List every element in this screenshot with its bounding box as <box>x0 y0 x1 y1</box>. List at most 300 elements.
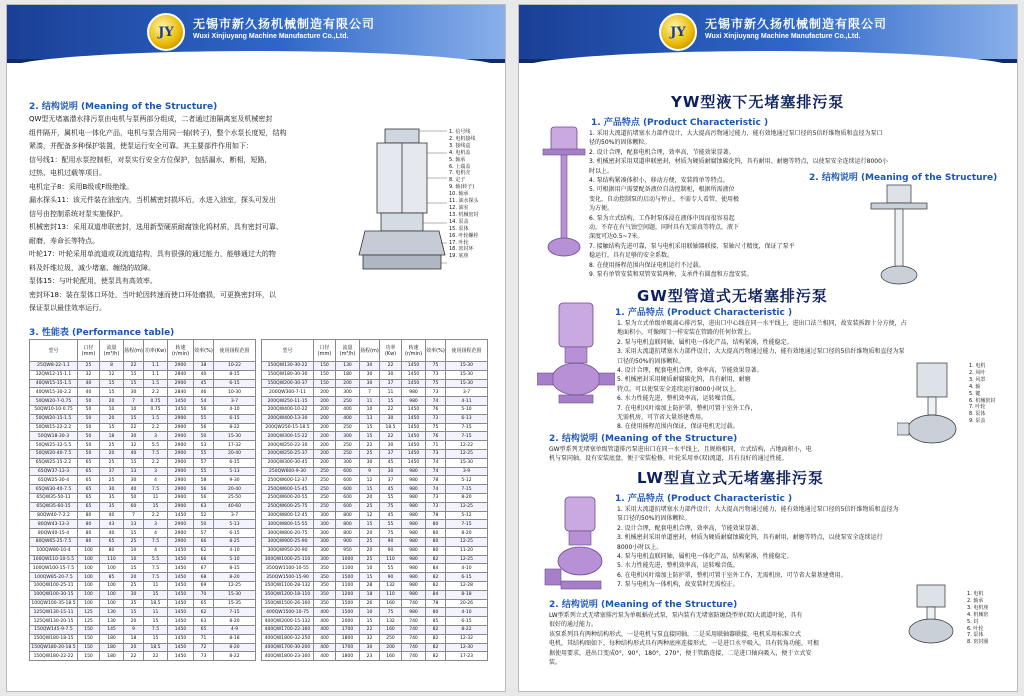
table-row <box>262 388 488 397</box>
table-cell: 4 <box>144 546 168 555</box>
table-cell: 15-30 <box>214 590 256 599</box>
table-row <box>262 449 488 458</box>
table-cell: 8-20 <box>446 529 488 538</box>
table-cell: 73 <box>426 388 446 397</box>
table-row <box>30 581 256 590</box>
table-row <box>262 423 488 432</box>
table-cell: 2900 <box>168 493 194 502</box>
table-cell: 1450 <box>402 432 426 441</box>
table-cell: 75 <box>426 423 446 432</box>
table-cell: 25 <box>100 441 124 450</box>
table-cell: 25 <box>360 555 380 564</box>
table-cell: 1450 <box>168 599 194 608</box>
table-cell: 3-7 <box>214 397 256 406</box>
table-cell: 250 <box>314 476 336 485</box>
table-cell: 110 <box>100 555 124 564</box>
table-cell: 15 <box>380 397 402 406</box>
table-cell: 25 <box>100 458 124 467</box>
table-row <box>262 476 488 485</box>
table-cell: 1450 <box>168 564 194 573</box>
legend-item: 8. 密封圈 <box>967 639 989 646</box>
table-row <box>30 564 256 573</box>
table-cell: 1450 <box>168 405 194 414</box>
table-cell: 1450 <box>168 397 194 406</box>
structure-line: 该泵系列具有两种结构形式，一是电机与泵直接同轴，二是采用联轴器联接，电机采用标准立式 <box>549 630 802 638</box>
table-cell: 50QW18-30-3 <box>30 432 78 441</box>
legend-item: 7. 叶轮 <box>969 404 986 411</box>
legend-item: 9. 轴(转子) <box>449 184 475 191</box>
table-cell: 800 <box>336 511 360 520</box>
table-cell: 84 <box>426 564 446 573</box>
table-cell: 1800 <box>336 634 360 643</box>
table-cell: 25 <box>124 581 144 590</box>
table-cell: 66 <box>194 537 214 546</box>
table-cell: 1100 <box>336 564 360 573</box>
table-cell: 50QW20-40-7.5 <box>30 449 78 458</box>
table-header: 效率(%) <box>194 340 214 362</box>
table-cell: 50 <box>194 520 214 529</box>
legend-item: 6. 叶轮 <box>967 625 984 632</box>
table-cell: 25 <box>360 449 380 458</box>
yw-structure-heading: 2. 结构说明 (Meaning of the Structure) <box>809 173 998 183</box>
table-cell: 32 <box>124 441 144 450</box>
feature-line: 深度可达0.5~7米。 <box>589 233 644 241</box>
legend-item: 12. 油室 <box>449 204 469 211</box>
structure-line: 漏水探头11：该元件装在油室内，当机械密封损坏后，水进入油室，探头可发出 <box>29 196 276 204</box>
table-cell: 84 <box>426 590 446 599</box>
table-cell: 32QW12-15-1.1 <box>30 370 78 379</box>
legend-item: 8. 定子 <box>449 177 466 184</box>
table-header: 功率(Kw) <box>380 340 402 362</box>
table-cell: 980 <box>402 546 426 555</box>
table-header: 型号 <box>30 340 78 362</box>
table-cell: 12 <box>360 511 380 520</box>
table-cell: 2900 <box>168 485 194 494</box>
table-row <box>30 362 256 371</box>
gw-pump-image <box>537 299 615 421</box>
yw-features <box>589 129 1007 280</box>
table-cell: 400QW1700-22-160 <box>262 625 314 634</box>
table-cell: 15 <box>100 388 124 397</box>
feature-line: 稳运行，具有足够的安全系数。 <box>589 252 674 260</box>
feature-line: 为方便。 <box>589 205 614 213</box>
table-cell: 100QW100-15-7.5 <box>30 564 78 573</box>
table-cell: 71 <box>426 441 446 450</box>
table-cell: 250 <box>336 423 360 432</box>
table-cell: 37 <box>380 476 402 485</box>
table-cell: 57 <box>194 529 214 538</box>
table-cell: 50 <box>78 397 100 406</box>
table-cell: 125 <box>78 617 100 626</box>
table-cell: 300 <box>336 458 360 467</box>
table-cell: 1450 <box>402 379 426 388</box>
table-cell: 10-30 <box>214 388 256 397</box>
table-cell: 80QW43-13-3 <box>30 520 78 529</box>
table-cell: 100 <box>100 599 124 608</box>
table-cell: 20 <box>100 414 124 423</box>
table-cell: 1.1 <box>144 370 168 379</box>
table-cell: 250 <box>314 485 336 494</box>
table-cell: 1450 <box>168 608 194 617</box>
table-cell: 8-18 <box>214 634 256 643</box>
table-cell: 15 <box>360 520 380 529</box>
table-cell: 7-15 <box>446 423 488 432</box>
table-cell: 45 <box>194 379 214 388</box>
table-cell: 250QW600-25-75 <box>262 502 314 511</box>
table-cell: 100 <box>78 573 100 582</box>
table-cell: 180 <box>100 643 124 652</box>
structure-line: 组件隔开，属机电一体化产品，电机与泵合用同一轴(转子)，整个水泵长度短，结构 <box>29 128 287 137</box>
table-cell: 17-32 <box>214 441 256 450</box>
table-cell: 20 <box>124 573 144 582</box>
feature-line: 8. 在使用扬程范围内保证，保证电机无过载。 <box>617 423 739 431</box>
table-cell: 300 <box>314 546 336 555</box>
table-cell: 2840 <box>168 388 194 397</box>
table-cell: 3-9 <box>446 467 488 476</box>
table-cell: 15 <box>124 564 144 573</box>
table-cell: 22 <box>360 625 380 634</box>
table-cell: 40 <box>78 388 100 397</box>
table-cell: 22 <box>124 652 144 661</box>
table-cell: 300QW900-25-90 <box>262 537 314 546</box>
table-row <box>30 634 256 643</box>
table-cell: 2900 <box>168 537 194 546</box>
feature-line: 地面积小，可像阀门一样安装在管路的任何位置上。 <box>617 329 756 337</box>
table-cell: 400QW1700-30-200 <box>262 643 314 652</box>
table-cell: 12 <box>100 370 124 379</box>
table-cell: 28 <box>360 581 380 590</box>
table-cell: 200 <box>314 405 336 414</box>
table-cell: 1450 <box>402 414 426 423</box>
table-cell: 180 <box>100 652 124 661</box>
table-row <box>262 414 488 423</box>
table-cell: 80 <box>78 529 100 538</box>
table-cell: 15 <box>360 423 380 432</box>
table-row <box>30 520 256 529</box>
legend-item: 9. 泵盖 <box>969 418 986 425</box>
table-cell: 10 <box>360 405 380 414</box>
table-cell: 300 <box>336 432 360 441</box>
table-row <box>262 608 488 617</box>
table-cell: 980 <box>402 537 426 546</box>
table-cell: 20 <box>360 529 380 538</box>
table-cell: 1100 <box>336 581 360 590</box>
feature-line: 特点，可以使泵安全连续运行8000小时以上。 <box>617 385 741 393</box>
table-cell: 1450 <box>168 643 194 652</box>
structure-line: 据使用要求，进出口变成0°，90°，180°，270°，便于管路连接，二是进口轴向吸入，便于立式安 <box>549 649 812 657</box>
table-cell: 200 <box>314 441 336 450</box>
table-row <box>262 520 488 529</box>
table-cell: 73 <box>426 493 446 502</box>
legend-item: 4. 轴 <box>969 383 981 390</box>
table-cell: 7-15 <box>446 432 488 441</box>
table-cell: 15 <box>124 608 144 617</box>
table-cell: 160 <box>380 652 402 661</box>
gw-structure-heading: 2. 结构说明 (Meaning of the Structure) <box>549 434 738 444</box>
table-cell: 125QW130-20-15 <box>30 617 78 626</box>
feature-line: 变化，自动控制泵的启动与停止，不需专人看管，使用极 <box>589 195 740 203</box>
table-cell: 15 <box>144 634 168 643</box>
table-cell: 8-22 <box>214 652 256 661</box>
table-cell: 150 <box>314 362 336 371</box>
table-cell: 56 <box>194 405 214 414</box>
structure-line: 机与泵同轴，设有安装底盘，便于安装检修，叶轮采用单(双)流道，具有良好的通过性能。 <box>549 455 788 463</box>
table-cell: 12 <box>360 476 380 485</box>
table-cell: 6-15 <box>446 617 488 626</box>
table-cell: 5.5 <box>144 555 168 564</box>
table-cell: 100QW85-20-7.5 <box>30 573 78 582</box>
yw-structure-diagram <box>865 183 935 287</box>
company-logo: JY <box>147 13 185 51</box>
table-cell: 66 <box>194 555 214 564</box>
table-cell: 76 <box>426 432 446 441</box>
table-cell: 8-18 <box>446 590 488 599</box>
feature-line: 5. 可根据用户需要配备液位自动控制柜，根据所需液位 <box>589 186 735 194</box>
table-cell: 53 <box>194 441 214 450</box>
table-cell: 4-9 <box>214 625 256 634</box>
table-cell: 980 <box>402 388 426 397</box>
table-cell: 2000 <box>336 617 360 626</box>
table-cell: 65 <box>78 458 100 467</box>
gw-structure-text <box>549 445 1009 464</box>
table-cell: 2900 <box>168 423 194 432</box>
table-cell: 2900 <box>168 458 194 467</box>
performance-heading: 3. 性能表 (Performance table) <box>29 328 175 338</box>
table-cell: 25QW8-22-1.1 <box>30 362 78 371</box>
table-header: 扬程(m) <box>124 340 144 362</box>
table-cell: 65 <box>78 485 100 494</box>
feature-line: 6. 泵为立式结构，工作时泵体浸在液体中因而很容易起 <box>589 214 735 222</box>
feature-line: 3. 机械密封采用单道密封，材质为硬质耐腐蚀碳化钨，具有耐用，耐磨等特点，以使泵安全连续运行 <box>617 534 883 542</box>
table-cell: 1800 <box>336 652 360 661</box>
table-cell: 150QW130-30-22 <box>262 362 314 371</box>
legend-item: 5. 轴承 <box>449 156 466 163</box>
table-cell: 250 <box>314 467 336 476</box>
table-cell: 25 <box>100 476 124 485</box>
table-cell: 2900 <box>168 414 194 423</box>
table-cell: 1450 <box>402 405 426 414</box>
table-cell: 9-30 <box>214 476 256 485</box>
table-cell: 63 <box>194 617 214 626</box>
table-cell: 20 <box>360 493 380 502</box>
table-cell: 45 <box>380 511 402 520</box>
feature-line: 8. 在使用扬程范围内保证电机运行不过载。 <box>589 261 705 269</box>
table-cell: 1450 <box>168 573 194 582</box>
table-cell: 150QW180-18-15 <box>30 634 78 643</box>
table-cell: 11 <box>144 581 168 590</box>
table-cell: 22 <box>380 362 402 371</box>
table-cell: 43 <box>100 520 124 529</box>
feature-line: 无需机房，可节省大量基建费用。 <box>617 414 708 422</box>
table-cell: 15 <box>124 370 144 379</box>
table-cell: 6-15 <box>446 573 488 582</box>
table-cell: 125QW130-15-11 <box>30 608 78 617</box>
table-cell: 200 <box>380 643 402 652</box>
table-cell: 2900 <box>168 449 194 458</box>
table-cell: 110 <box>380 555 402 564</box>
table-cell: 50 <box>78 449 100 458</box>
table-cell: 150QW180-22-22 <box>30 652 78 661</box>
legend-item: 3. 风罩 <box>969 376 986 383</box>
table-cell: 15-30 <box>446 458 488 467</box>
table-cell: 12-25 <box>214 581 256 590</box>
table-cell: 80 <box>426 529 446 538</box>
table-row <box>262 625 488 634</box>
table-cell: 400 <box>314 643 336 652</box>
table-cell: 71 <box>194 634 214 643</box>
table-cell: 400QW2000-15-132 <box>262 617 314 626</box>
table-cell: 1700 <box>336 643 360 652</box>
structure-line: 耐磨，寿命长等特点。 <box>29 236 99 245</box>
table-cell: 1450 <box>168 590 194 599</box>
table-cell: 8-20 <box>214 617 256 626</box>
legend-item: 2. 风叶 <box>969 369 986 376</box>
table-cell: 1500 <box>336 608 360 617</box>
feature-line: 2. 泵与电机直联同轴，属机电一体化产品，结构紧凑，性能稳定。 <box>617 338 793 346</box>
table-cell: 50 <box>194 432 214 441</box>
table-cell: 1450 <box>168 581 194 590</box>
table-row <box>30 652 256 661</box>
table-cell: 6-15 <box>214 414 256 423</box>
table-header: 转速(r/min) <box>168 340 194 362</box>
table-cell: 160 <box>380 599 402 608</box>
table-cell: 1450 <box>402 362 426 371</box>
table-cell: 80 <box>100 546 124 555</box>
legend-item: 3. 接线盒 <box>449 142 471 149</box>
table-cell: 18.5 <box>144 599 168 608</box>
legend-item: 10. 轴承 <box>449 191 469 198</box>
table-cell: 350 <box>314 581 336 590</box>
table-row <box>262 564 488 573</box>
table-cell: 200QW300-7-11 <box>262 388 314 397</box>
table-cell: 12-22 <box>446 441 488 450</box>
table-cell: 980 <box>402 573 426 582</box>
table-row <box>30 625 256 634</box>
table-cell: 37 <box>100 467 124 476</box>
table-cell: 8-20 <box>214 573 256 582</box>
feature-line: 2. 设计合理，配套电机合理，效率高，节能效果显著。 <box>617 524 763 532</box>
table-cell: 30 <box>124 590 144 599</box>
table-cell: 25 <box>78 362 100 371</box>
table-row <box>30 458 256 467</box>
table-cell: 12-25 <box>446 537 488 546</box>
table-cell: 200QW300-30-45 <box>262 458 314 467</box>
table-cell: 740 <box>402 599 426 608</box>
table-cell: 980 <box>402 590 426 599</box>
table-cell: 100 <box>78 555 100 564</box>
feature-line: 2. 设计合理，配套电机合理，效率高，节能效果显著。 <box>589 148 735 156</box>
table-row <box>262 493 488 502</box>
table-cell: 22 <box>380 405 402 414</box>
table-cell: 200 <box>314 388 336 397</box>
table-cell: 50 <box>78 441 100 450</box>
gw-feature-heading: 1. 产品特点 (Product Characteristic ) <box>615 308 793 318</box>
table-cell: 7.5 <box>144 485 168 494</box>
legend-item: 7. 泵体 <box>967 632 984 639</box>
table-cell: 7.5 <box>144 564 168 573</box>
table-cell: 40 <box>100 529 124 538</box>
table-cell: 15 <box>144 590 168 599</box>
table-cell: 100 <box>78 564 100 573</box>
table-cell: 72 <box>194 643 214 652</box>
table-cell: 65 <box>100 537 124 546</box>
table-cell: 75 <box>380 608 402 617</box>
table-cell: 80 <box>426 537 446 546</box>
legend-item: 1. 电机 <box>969 363 986 369</box>
table-cell: 32 <box>360 634 380 643</box>
table-cell: 30 <box>360 458 380 467</box>
table-cell: 300 <box>314 529 336 538</box>
table-cell: 46 <box>194 388 214 397</box>
table-cell: 15 <box>100 423 124 432</box>
table-cell: 35 <box>124 599 144 608</box>
table-cell: 65QW30-40-7.5 <box>30 485 78 494</box>
table-cell: 400 <box>336 405 360 414</box>
structure-line: 密封环18：装在泵体口环处，当叶轮因转速而使口环处磨损，可更换密封环，以 <box>29 290 276 299</box>
table-cell: 100 <box>100 581 124 590</box>
table-cell: 400 <box>314 634 336 643</box>
table-cell: 50 <box>78 414 100 423</box>
table-row <box>30 414 256 423</box>
table-cell: 200 <box>314 397 336 406</box>
table-cell: 2.2 <box>144 511 168 520</box>
table-cell: 300QW800-20-75 <box>262 529 314 538</box>
table-cell: 45 <box>380 458 402 467</box>
table-cell: 55 <box>194 449 214 458</box>
table-cell: 20 <box>360 546 380 555</box>
table-row <box>262 599 488 608</box>
structure-line: GW型系列无堵塞单级管道排污泵进出口在同一水平线上，且规格相同，立式结构，占地面积小，电 <box>549 446 812 453</box>
table-cell: 350 <box>314 599 336 608</box>
table-cell: 400 <box>314 608 336 617</box>
table-cell: 5-12 <box>446 511 488 520</box>
qw-pump-diagram <box>355 123 447 281</box>
table-cell: 65 <box>78 467 100 476</box>
table-cell: 35 <box>100 493 124 502</box>
table-cell: 90 <box>380 537 402 546</box>
table-row <box>262 652 488 661</box>
table-row <box>30 379 256 388</box>
table-cell: 40 <box>124 449 144 458</box>
table-cell: 250QW600-20-55 <box>262 493 314 502</box>
table-cell: 132 <box>380 581 402 590</box>
table-row <box>262 617 488 626</box>
table-cell: 15-30 <box>214 432 256 441</box>
table-cell: 110 <box>380 590 402 599</box>
table-header: 扬程(m) <box>360 340 380 362</box>
table-row <box>30 423 256 432</box>
legend-item: 7. 电机壳 <box>449 170 471 177</box>
table-cell: 600 <box>336 493 360 502</box>
structure-line: LW型系列立式无堵塞排污泵为单吸蜗壳式泵，泵内装有无堵塞防缠绕型单(双)大流道叶轮，具有 <box>549 612 803 619</box>
table-cell: 7-15 <box>446 520 488 529</box>
table-cell: 15 <box>360 485 380 494</box>
table-cell: 200 <box>314 423 336 432</box>
table-cell: 100 <box>78 546 100 555</box>
table-cell: 980 <box>402 397 426 406</box>
table-cell: 2900 <box>168 520 194 529</box>
table-cell: 10-22 <box>214 362 256 371</box>
table-row <box>30 388 256 397</box>
table-cell: 1450 <box>168 511 194 520</box>
table-cell: 300 <box>314 511 336 520</box>
table-cell: 65 <box>194 625 214 634</box>
table-cell: 150 <box>314 379 336 388</box>
table-cell: 130 <box>336 362 360 371</box>
table-cell: 350 <box>314 573 336 582</box>
table-header: 流量(m³/h) <box>336 340 360 362</box>
table-cell: 37 <box>380 379 402 388</box>
